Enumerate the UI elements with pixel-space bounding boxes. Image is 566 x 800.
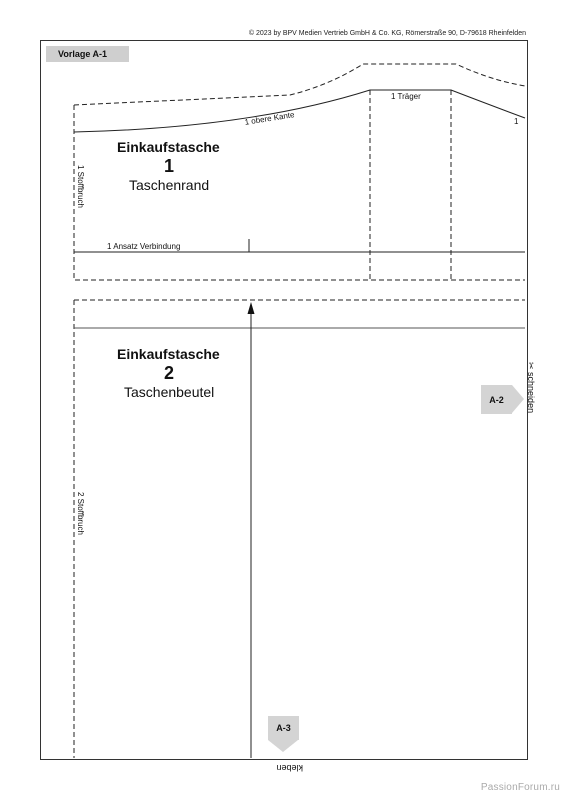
piece1-number: 1	[164, 156, 175, 176]
copyright-notice: © 2023 by BPV Medien Vertrieb GmbH & Co. KG, Römerstraße 90, D-79618 Rheinfelden	[248, 30, 526, 37]
piece1-top-edge	[74, 90, 525, 132]
piece2-number: 2	[164, 363, 175, 383]
join-label: 1 Ansatz Verbindung	[107, 242, 181, 251]
cut-instruction: ✂ schneiden	[526, 362, 536, 414]
piece1-title: Einkaufstasche	[117, 139, 220, 155]
strap-label: 1 Träger	[391, 92, 421, 101]
tab-a2: A-2	[481, 385, 512, 414]
glue-instruction: kleben	[276, 763, 303, 773]
piece1-fold-label: 1 Stoffbruch	[76, 165, 85, 208]
sheet-label: Vorlage A-1	[46, 46, 129, 62]
piece2-title: Einkaufstasche	[117, 346, 220, 362]
strap-label-partial: 1	[514, 117, 519, 126]
watermark: PassionForum.ru	[480, 782, 560, 793]
grainline-arrowhead	[248, 302, 255, 314]
tab-a3: A-3	[268, 716, 299, 740]
piece2-name: Taschenbeutel	[124, 384, 215, 400]
piece1-top-edge-label: 1 obere Kante	[244, 110, 296, 127]
piece1-name: Taschenrand	[129, 177, 210, 193]
piece2-fold-label: 2 Stoffbruch	[76, 492, 85, 535]
